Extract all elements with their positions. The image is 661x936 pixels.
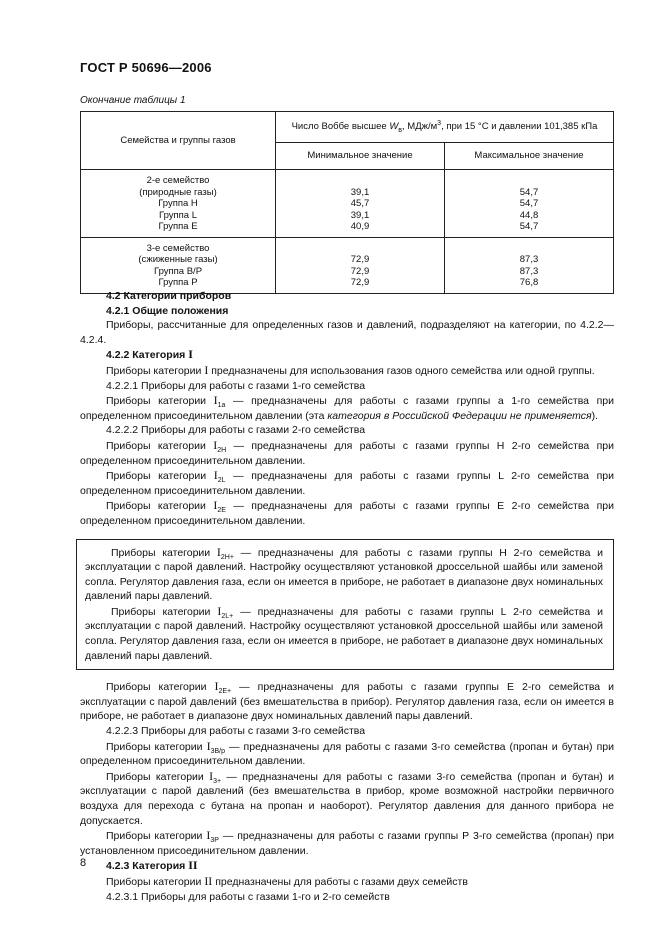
paragraph-category-i2l-plus: Приборы категории $I_{2L+}$ — предназначены для работы с газами группы L 2-го семейства и эксплуатации с парой давлений. Настройку осуществляют установкой дроссельной шайбы или заменой сопла. Регулятор давления газа, если он имеется в приборе, не работает в диапазоне двух номинальных давлений пары давлений. [85, 603, 603, 662]
section-title-4-2-3: 4.2.3 Категория II [106, 858, 198, 873]
table-row-family-2 [81, 170, 614, 238]
family-3-names: 3-е семейство (сжиженные газы) Группа В/Р Группа Р [81, 237, 276, 293]
paragraph-category-i2h-plus: Приборы категории $I_{2Н+}$ — предназначены для работы с газами группы Н 2-го семейства и эксплуатации с парой давлений. Настройку осуществляют установкой дроссельной шайбы или заменой сопла. Регулятор давления газа, если он имеется в приборе, не работает в диапазоне двух номинальных давлений пары давлений. [85, 544, 603, 603]
family-3-min-values: 72,9 72,9 72,9 [276, 237, 445, 293]
paragraph-category-i2e-plus: Приборы категории $I_{2E+}$ — предназначены для работы с газами группы Е 2-го семейства и эксплуатации с парой давлений (без вмешательства в прибор). Регулятор давления газа, если он имеется в приборе, не работает в диапазоне двух номинальных давлений пары давлений. [80, 679, 614, 723]
paragraph-category-i3p: Приборы категории $I_{3Р}$ — предназначены для работы с газами группы Р 3-го семейства (пропан) при установленном присоединительном давлении. [80, 828, 614, 857]
section-4-2-body [80, 289, 614, 904]
paragraph-4-2-1: Приборы, рассчитанные для определенных газов и давлений, подразделяют на категории, по 4.2.2—4.2.4. [80, 319, 614, 346]
section-title-4-2-2: 4.2.2 Категория I [106, 347, 193, 362]
family-3-max-values: 87,3 87,3 76,8 [445, 237, 614, 293]
paragraph-category-i3-plus: Приборы категории $I_{3+}$ — предназначены для работы с газами 3-го семейства (пропан и бутан) и эксплуатации с парой давлений (без вмешательства в прибор, кроме возможной настройки первичного воздуха для перехода с бутана на пропан и наоборот). Регулятор давления для данного прибора не допускается. [80, 768, 614, 827]
section-title-4-2-1: 4.2.1 Общие положения [106, 304, 229, 317]
boxed-note-pressure-pairs [76, 539, 614, 671]
paragraph-category-i1a: Приборы категории $I_{1a}$ — предназначены для работы с газами группы а 1-го семейства при определенном присоединительном давлении (эта категория в Российской Федерации не применяется). [80, 393, 614, 422]
section-title-4-2-2-3: 4.2.2.3 Приборы для работы с газами 3-го семейства [106, 725, 366, 738]
section-title-4-2-3-1: 4.2.3.1 Приборы для работы с газами 1-го и 2-го семейств [106, 890, 390, 903]
family-2-min-values: 39,1 45,7 39,1 40,9 [276, 170, 445, 238]
table-row-family-3 [81, 237, 614, 293]
paragraph-4-2-2: Приборы категории I предназначены для использования газов одного семейства или одной группы. [106, 362, 595, 377]
section-title-4-2-2-2: 4.2.2.2 Приборы для работы с газами 2-го семейства [106, 424, 366, 437]
page-header-title: ГОСТ Р 50696—2006 [80, 60, 212, 75]
section-title-4-2: 4.2 Категории приборов [106, 290, 232, 302]
paragraph-category-i2h: Приборы категории $I_{2Н}$ — предназначены для работы с газами группы Н 2-го семейства при определенном присоединительном давлении. [80, 437, 614, 467]
paragraph-category-i2e: Приборы категории $I_{2E}$ — предназначены для работы с газами группы Е 2-го семейства при определенном присоединительном давлении. [80, 498, 614, 527]
wobbe-table [80, 111, 614, 294]
page-number: 8 [80, 857, 87, 869]
col-header-family: Семейства и группы газов [81, 112, 276, 170]
paragraph-category-i3bp: Приборы категории $I_{3В/р}$ — предназначены для работы с газами 3-го семейства (пропан и бутан) при определенном присоединительном давлении. [80, 738, 614, 768]
section-title-4-2-2-1: 4.2.2.1 Приборы для работы с газами 1-го семейства [106, 379, 366, 392]
col-header-min: Минимальное значение [276, 143, 445, 170]
col-header-max: Максимальное значение [445, 143, 614, 170]
family-2-max-values: 54,7 54,7 44,8 54,7 [445, 170, 614, 238]
paragraph-4-2-3: Приборы категории II предназначены для работы с газами двух семейств [106, 873, 468, 888]
col-header-wobbe: Число Воббе высшее $W_в$, МДж/$м^3$, при 15 °С и давлении 101,385 кПа [276, 112, 614, 143]
table-continuation-note: Окончание таблицы 1 [80, 95, 186, 106]
paragraph-category-i2l: Приборы категории $I_{2L}$ — предназначены для работы с газами группы L 2-го семейства при определенном присоединительном давлении. [80, 468, 614, 497]
family-2-names: 2-е семейство (природные газы) Группа Н Группа L Группа Е [81, 170, 276, 238]
